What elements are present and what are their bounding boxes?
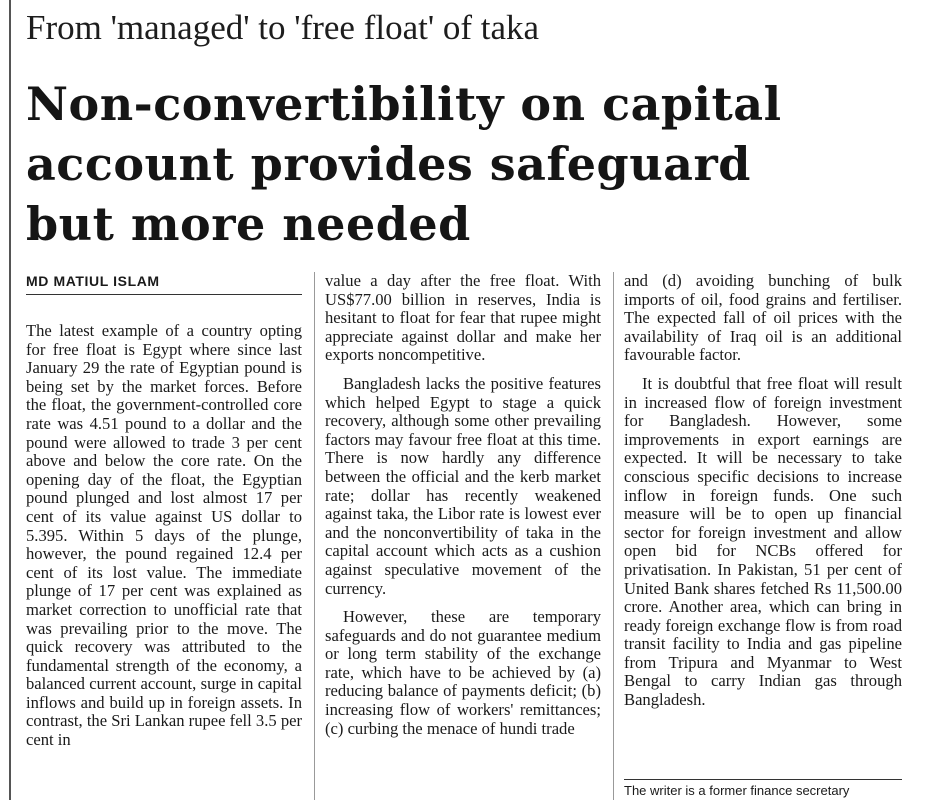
column-2 xyxy=(325,272,601,800)
column-2-paragraph-3: However, these are temporary safeguards and do not guarantee medium or long term stability of the exchange rate, which have to be achieved by (a) reducing balance of payments deficit; (b) increasing flow of workers' remittances; (c) curbing the menace of hundi trade xyxy=(325,607,601,738)
column-3 xyxy=(624,272,902,800)
column-1-paragraph-1: The latest example of a country opting for free float is Egypt where since last January 29 the rate of Egyptian pound is being set by the market forces. Before the float, the government-controlled core rate was 4.51 pound to a dollar and the pound were allowed to trade 3 per cent above and below the core rate. On the opening day of the float, the Egyptian pound plunged and lost almost 17 per cent of its value against US dollar to 5.395. Within 5 days of the plunge, however, the pound regained 12.4 per cent of its lost value. The immediate plunge of 17 per cent was explained as market correction to unofficial rate that was prevailing prior to the move. The quick recovery was attributed to the fundamental strength of the economy, a balanced current account, surge in capital inflows and build up in foreign assets. In contrast, the Sri Lankan rupee fell 3.5 per cent in xyxy=(26,321,302,750)
column-2-paragraph-2: Bangladesh lacks the positive features which helped Egypt to stage a quick recovery, although some other prevailing factors may favour free float at this time. There is now hardly any difference between the official and the kerb market rate; dollar has recently weakened against taka, the Libor rate is lowest ever and the nonconvertibility of taka in the capital account which acts as a cushion against speculative movement of the currency. xyxy=(325,373,601,598)
page-left-rule xyxy=(9,0,11,800)
column-2-paragraph-1: value a day after the free float. With US$77.00 billion in reserves, India is hesitant to float for fear that rupee might appreciate against dollar and make her exports noncompetitive. xyxy=(325,272,601,365)
column-3-paragraph-1: and (d) avoiding bunching of bulk imports of oil, food grains and fertiliser. The expected fall of oil prices with the availability of Iraq oil is an additional favourable factor. xyxy=(624,272,902,365)
author-note: The writer is a former finance secretary xyxy=(624,779,902,799)
column-divider-2 xyxy=(613,272,614,800)
headline-line-1: Non-convertibility on capital xyxy=(26,77,782,131)
article-kicker: From 'managed' to 'free float' of taka xyxy=(26,8,540,47)
column-3-paragraph-2: It is doubtful that free float will result in increased flow of foreign investment for Bangladesh. However, some improvements in export earnings are expected. It will be necessary to take conscious specific decisions to increase inflow in foreign funds. One such measure will be to open up financial sector for foreign investment and allow open bid for NCBs offered for privatisation. In Pakistan, 51 per cent of United Bank shares fetched Rs 11,500.00 crore. Another area, which can bring in ready foreign exchange flow is from road transit facility to India and gas pipeline from Tripura and Myanmar to West Bengal to carry Indian gas through Bangladesh. xyxy=(624,373,902,710)
headline-line-2: account provides safeguard xyxy=(26,137,751,191)
article-headline xyxy=(26,74,926,254)
byline: MD MATIUL ISLAM xyxy=(26,272,302,295)
headline-line-3: but more needed xyxy=(26,197,471,251)
column-divider-1 xyxy=(314,272,315,800)
column-1 xyxy=(26,272,302,800)
article-body xyxy=(26,272,906,800)
